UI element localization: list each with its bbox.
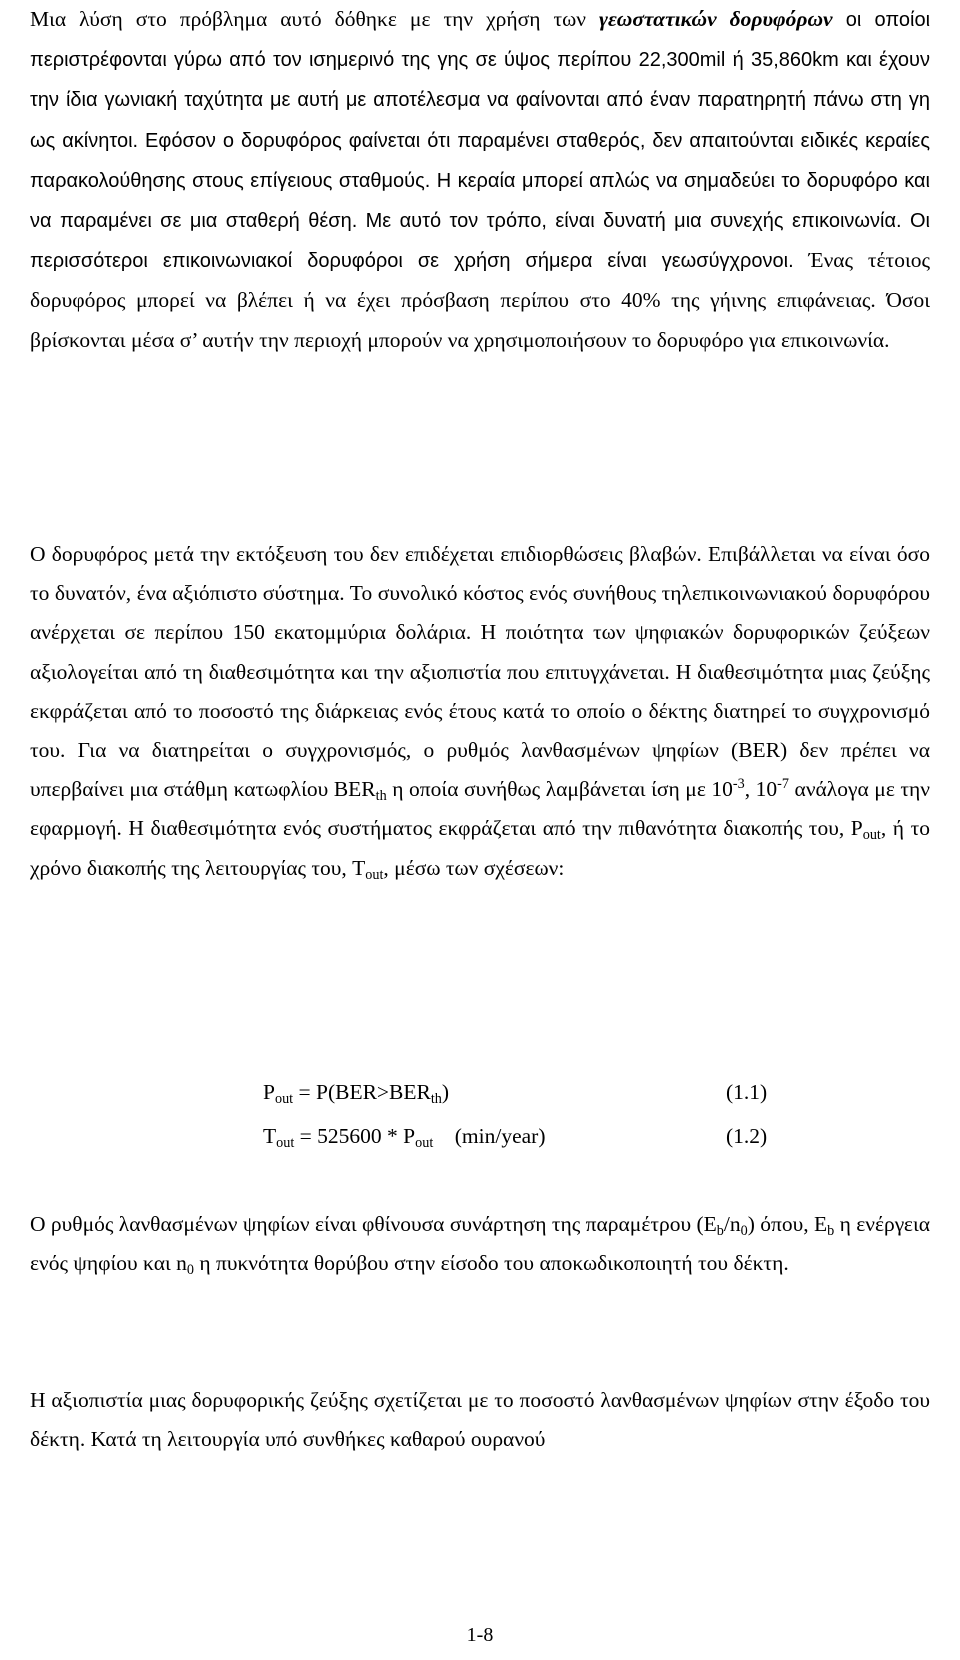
subscript: out xyxy=(274,1090,294,1107)
paragraph-reliability xyxy=(30,1381,930,1459)
equation-body xyxy=(263,1121,546,1151)
text-span: , ή το χρόνο διακοπής της λειτουργίας του, T xyxy=(30,816,930,880)
subscript: out xyxy=(365,866,384,883)
text-span: Ο δορυφόρος μετά την εκτόξευση του δεν επιδέχεται επιδιορθώσεις βλαβών. Επιβάλλεται να είναι όσο το δυνατόν, ένα αξιόπιστο σύστημα. Το συνολικό κόστος ενός συνήθους τηλεπικοινωνιακού δορυφόρου ανέρχεται σε περίπου 150 εκατομμύρια δολάρια. Η ποιότητα των ψηφιακών δορυφορικών ζεύξεων αξιολογείται από τη διαθεσιμότητα και την αξιοπιστία που επιτυγχάνεται. Η διαθεσιμότητα μιας ζεύξης εκφράζεται από το ποσοστό της διάρκειας ενός έτους κατά το οποίο ο δέκτης διατηρεί το συγχρονισμό του. Για να διατηρείται ο συγχρονισμός, ο ρυθμός λανθασμένων ψηφίων (BER) δεν πρέπει να υπερβαίνει μια στάθμη κατωφλίου BER xyxy=(30,542,930,802)
superscript: -3 xyxy=(732,776,745,793)
subscript: out xyxy=(276,1134,295,1151)
paragraph-ber-function xyxy=(30,1205,930,1283)
page-number: 1-8 xyxy=(466,1624,494,1646)
text-span: Ένας τέτοιος δορυφόρος μπορεί να βλέπει ή να έχει πρόσβαση περίπου στο 40% της γήινης επιφάνειας. Όσοι βρίσκονται μέσα σ’ αυτήν την περιοχή μπορούν να χρησιμοποιήσουν το δορυφόρο για επικοινωνία. xyxy=(30,248,930,352)
text-span: η ενέργεια ενός ψηφίου και n xyxy=(30,1212,931,1276)
subscript: 0 xyxy=(740,1222,748,1239)
text-span: ) όπου, E xyxy=(747,1212,828,1236)
text-span: Ο ρυθμός λανθασμένων ψηφίων είναι φθίνουσα συνάρτηση της παραμέτρου (E xyxy=(30,1212,717,1236)
eq-text: = 525600 * P xyxy=(294,1124,416,1148)
subscript: 0 xyxy=(186,1262,194,1279)
text-span: οι οποίοι περιστρέφονται γύρω από τον ισημερινό της γης σε ύψος περίπου 22,300mil ή 35,860km και έχουν την ίδια γωνιακή ταχύτητα με αυτή με αποτέλεσμα να φαίνονται από έναν παρατηρητή πάνω στη γη ως ακίνητοι. Εφόσον ο δορυφόρος φαίνεται ότι παραμένει σταθερός, δεν απαιτούνται ειδικές κεραίες παρακολούθησης στους επίγειους σταθμούς. Η κεραία μπορεί απλώς να σημαδεύει το δορυφόρο και να παραμένει σε μια σταθερή θέση. Με αυτό τον τρόπο, είναι δυνατή μια συνεχής επικοινωνία. Οι περισσότεροι επικοινωνιακοί δορυφόροι σε χρήση σήμερα είναι γεωσύγχρονοι. xyxy=(30,9,931,273)
eq-text: (min/year) xyxy=(433,1124,546,1148)
text-span: Η αξιοπιστία μιας δορυφορικής ζεύξης σχετίζεται με το ποσοστό λανθασμένων ψηφίων στην έξοδο του δέκτη. Κατά τη λειτουργία υπό συνθήκες καθαρού ουρανού xyxy=(30,1388,930,1452)
text-span: /n xyxy=(723,1212,741,1236)
subscript: th xyxy=(375,788,387,805)
eq-symbol: T xyxy=(263,1124,277,1148)
paragraph-geostationary xyxy=(30,0,930,360)
eq-text: ) xyxy=(441,1080,450,1104)
subscript: out xyxy=(862,827,881,844)
equation-number: (1.2) xyxy=(726,1124,768,1148)
subscript: b xyxy=(716,1222,724,1239)
text-span: η πυκνότητα θορύβου στην είσοδο του αποκωδικοποιητή του δέκτη. xyxy=(193,1251,789,1276)
subscript: th xyxy=(430,1090,442,1107)
equation-number: (1.1) xyxy=(726,1080,768,1104)
text-span: ανάλογα με την εφαρμογή. Η διαθεσιμότητα ενός συστήματος εκφράζεται από την πιθανότητα διακοπής του, P xyxy=(30,777,931,841)
subscript: b xyxy=(827,1222,835,1239)
text-span: , μέσω των σχέσεων: xyxy=(383,855,565,880)
eq-text: = P(BER>BER xyxy=(293,1080,431,1104)
equation-body xyxy=(263,1077,449,1107)
eq-symbol: P xyxy=(263,1080,275,1104)
text-span: η οποία συνήθως λαμβάνεται ίση με 10 xyxy=(386,777,733,802)
subscript: out xyxy=(415,1134,434,1151)
text-span: Μια λύση στο πρόβλημα αυτό δόθηκε με την χρήση των xyxy=(30,7,600,31)
text-span: , 10 xyxy=(744,777,778,802)
emphasis-term: γεωστατικών δορυφόρων xyxy=(599,7,833,31)
paragraph-availability xyxy=(30,535,930,888)
superscript: -7 xyxy=(777,776,789,793)
